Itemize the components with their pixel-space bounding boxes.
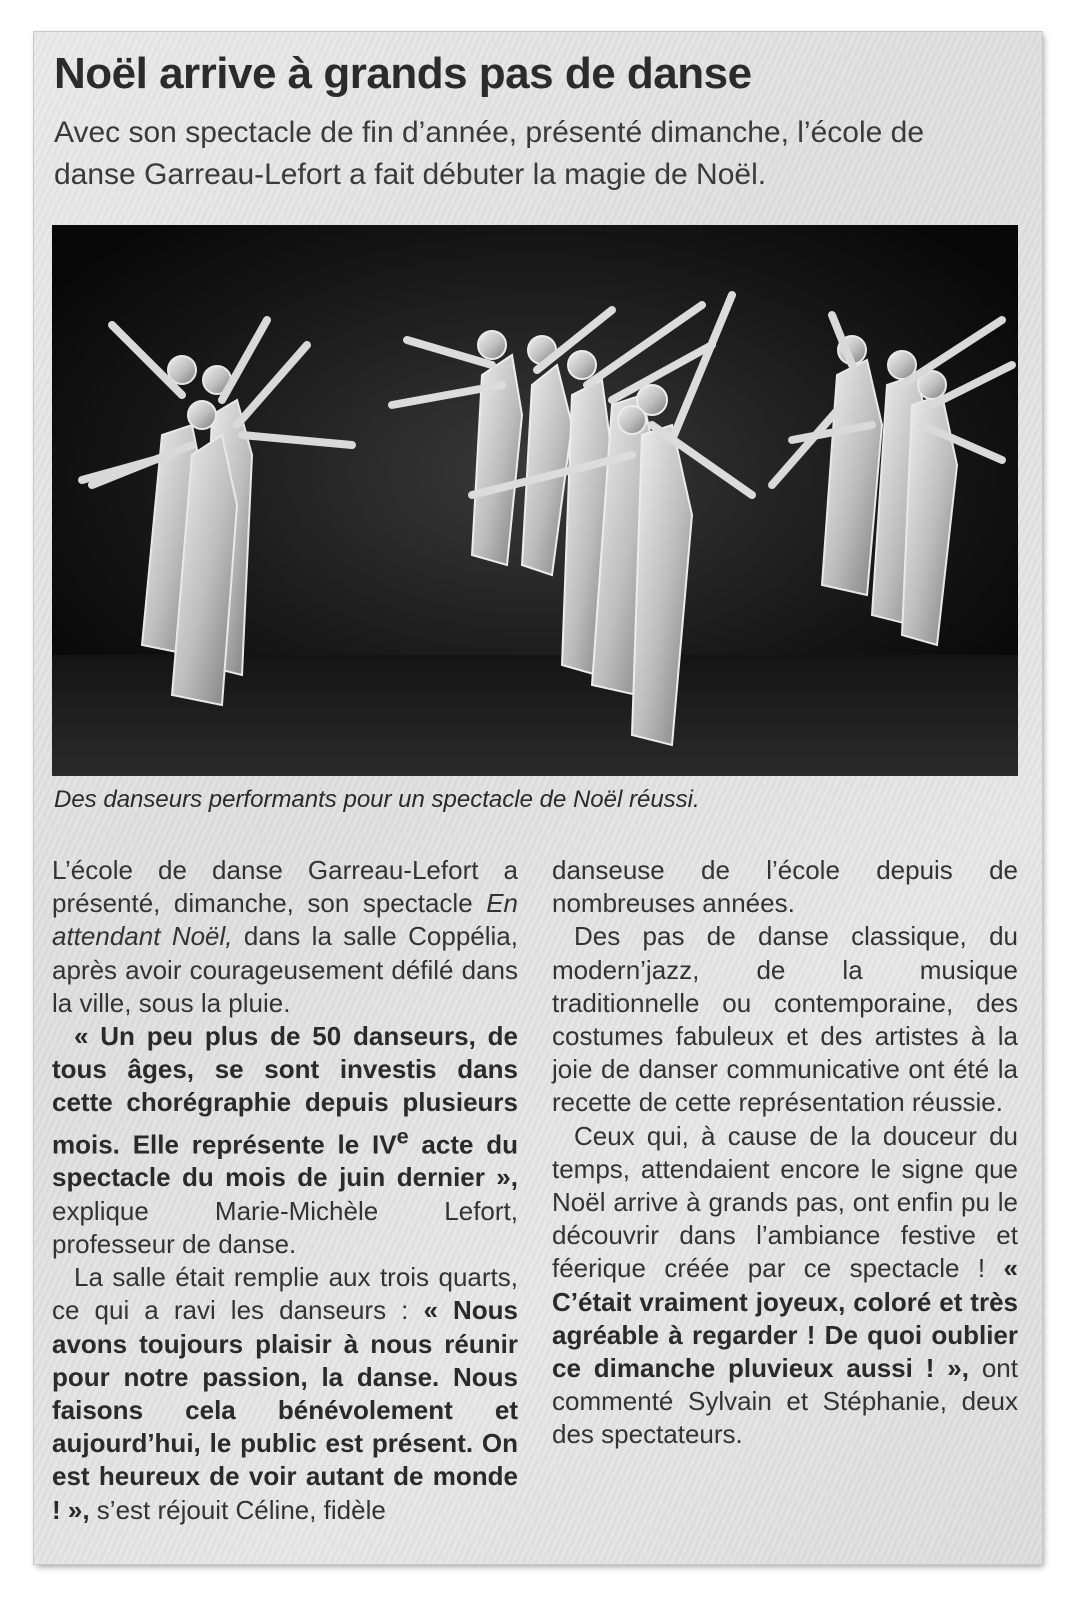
quote-bold: « Nous avons toujours plaisir à nous réunir pour notre passion, la danse. Nous faisons cela bénévolement et aujourd’hui, le public est présent. On est heureux de voir autant de monde ! »,: [52, 1295, 519, 1525]
left-paragraph-1: L’école de danse Garreau-Lefort a présenté, dimanche, son spectacle En attendant Noël, dans la salle Coppélia, après avoir courageusement défilé dans la ville, sous la pluie.: [52, 855, 518, 1018]
standfirst: Avec son spectacle de fin d’année, présenté dimanche, l’école de danse Garreau-Lefort a fait débuter la magie de Noël.: [54, 116, 925, 191]
dance-photo: [52, 225, 1018, 776]
right-paragraph-3: Ceux qui, à cause de la douceur du temps, attendaient encore le signe que Noël arrive à grands pas, ont enfin pu le découvrir dans l’ambiance festive et féerique créée par ce spectacle ! « C’était vraiment joyeux, coloré et très agréable à regarder ! De quoi oublier ce dimanche pluvieux aussi ! », ont commenté Sylvain et Stéphanie, deux des spectateurs.: [552, 1120, 1018, 1450]
show-title: En attendant Noël,: [52, 888, 518, 952]
newspaper-clipping: [34, 32, 1042, 1564]
right-paragraph-2: Des pas de danse classique, du modern’jazz, de la musique traditionnelle ou contemporaine, des costumes fabuleux et des artistes à la joie de danser communicative ont été la recette de cette représentation réussie.: [552, 921, 1018, 1118]
article-column-left: [52, 854, 518, 1527]
quote-bold: « C’était vraiment joyeux, coloré et très agréable à regarder ! De quoi oublier ce dimanche pluvieux aussi ! »,: [552, 1253, 1018, 1384]
quote-bold: « Un peu plus de 50 danseurs, de tous âges, se sont investis dans cette chorégraphie depuis plusieurs mois. Elle représente le IV: [52, 1021, 518, 1160]
dance-photo-image: [52, 225, 1018, 776]
right-paragraph-1: danseuse de l’école depuis de nombreuses années.: [552, 855, 1018, 919]
headline: Noël arrive à grands pas de danse: [54, 49, 752, 98]
left-paragraph-3: La salle était remplie aux trois quarts, ce qui a ravi les danseurs : « Nous avons toujours plaisir à nous réunir pour notre passion, la danse. Nous faisons cela bénévolement et aujourd’hui, le public est présent. On est heureux de voir autant de monde ! », s’est réjouit Céline, fidèle: [52, 1262, 519, 1525]
photo-caption: Des danseurs performants pour un spectacle de Noël réussi.: [54, 786, 700, 813]
left-paragraph-2: « Un peu plus de 50 danseurs, de tous âges, se sont investis dans cette chorégraphie depuis plusieurs mois. Elle représente le IVe acte du spectacle du mois de juin dernier », explique Marie-Michèle Lefort, professeur de danse.: [52, 1021, 519, 1259]
article-column-right: [552, 854, 1018, 1452]
